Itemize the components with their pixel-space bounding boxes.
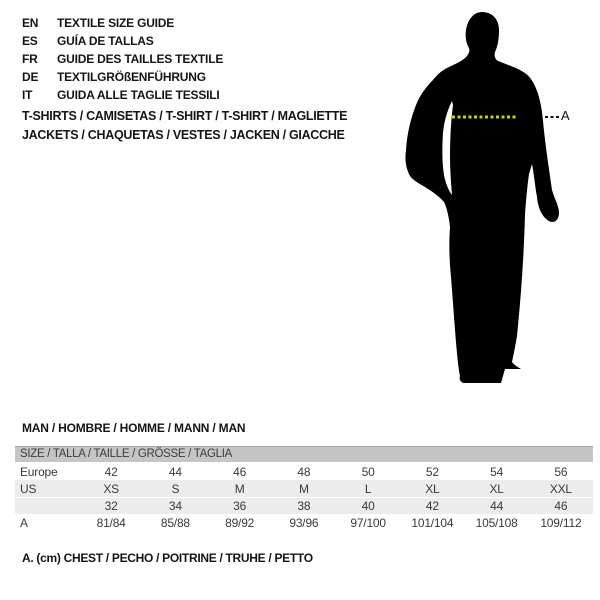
table-row-us (15, 480, 593, 497)
man-silhouette-icon (395, 5, 595, 390)
table-cell: 101/104 (411, 515, 454, 530)
table-cell: S (171, 481, 180, 496)
table-cell: XS (103, 481, 119, 496)
table-cell: 42 (104, 464, 118, 479)
language-label: GUIDE DES TAILLES TEXTILE (57, 52, 224, 66)
category-tshirts: T-SHIRTS / CAMISETAS / T-SHIRT / T-SHIRT / MAGLIETTE (22, 109, 348, 123)
language-row (22, 50, 223, 68)
language-label: GUIDA ALLE TAGLIE TESSILI (57, 88, 220, 102)
section-title-man: MAN / HOMBRE / HOMME / MANN / MAN (22, 421, 246, 435)
row-label: Europe (20, 464, 58, 479)
language-label: GUÍA DE TALLAS (57, 34, 154, 48)
table-cell: 48 (297, 464, 311, 479)
measurement-a-label: A (561, 108, 570, 123)
language-code: IT (22, 88, 33, 102)
table-cell: 105/108 (475, 515, 518, 530)
table-row-chest-a (15, 514, 593, 531)
table-cell: 81/84 (96, 515, 126, 530)
table-cell: XXL (549, 481, 572, 496)
table-cell: XL (425, 481, 440, 496)
table-cell: 109/112 (540, 515, 582, 530)
table-cell: 89/92 (225, 515, 255, 530)
table-cell: M (298, 481, 309, 496)
table-cell: L (364, 481, 372, 496)
table-cell: 46 (554, 499, 568, 513)
table-cell: 32 (104, 499, 118, 513)
table-cell: 36 (233, 499, 247, 513)
table-cell: 56 (554, 464, 568, 479)
table-cell: 93/96 (289, 515, 319, 530)
table-cell: 44 (168, 464, 182, 479)
table-cell: M (234, 481, 245, 496)
size-table (15, 446, 593, 531)
language-label: TEXTILGRÖßENFÜHRUNG (57, 70, 206, 84)
row-label: US (20, 481, 37, 496)
table-cell: 52 (425, 464, 439, 479)
language-row (22, 14, 223, 32)
chest-footnote: A. (cm) CHEST / PECHO / POITRINE / TRUHE / PETTO (22, 551, 313, 565)
table-cell: 40 (361, 499, 375, 513)
table-cell: 50 (361, 464, 375, 479)
language-row (22, 86, 223, 104)
language-label: TEXTILE SIZE GUIDE (57, 16, 175, 30)
table-row-us-numeric (15, 497, 593, 514)
language-row (22, 68, 223, 86)
row-label: A (20, 515, 28, 530)
language-code: DE (22, 70, 39, 84)
language-code: FR (22, 52, 38, 66)
size-table-header: SIZE / TALLA / TAILLE / GRÖSSE / TAGLIA (15, 446, 593, 462)
table-cell: 46 (233, 464, 247, 479)
table-cell: 42 (425, 499, 439, 513)
garment-categories (22, 107, 347, 145)
table-cell: 54 (490, 464, 504, 479)
man-silhouette-figure (395, 5, 595, 390)
category-jackets: JACKETS / CHAQUETAS / VESTES / JACKEN / GIACCHE (22, 128, 345, 142)
language-code: ES (22, 34, 38, 48)
table-cell: 97/100 (350, 515, 386, 530)
table-cell: 44 (490, 499, 504, 513)
language-list (22, 14, 223, 104)
table-cell: XL (489, 481, 504, 496)
language-code: EN (22, 16, 39, 30)
table-cell: 38 (297, 499, 311, 513)
table-cell: 34 (168, 499, 182, 513)
language-row (22, 32, 223, 50)
table-cell: 85/88 (160, 515, 190, 530)
table-row-europe (15, 463, 593, 480)
